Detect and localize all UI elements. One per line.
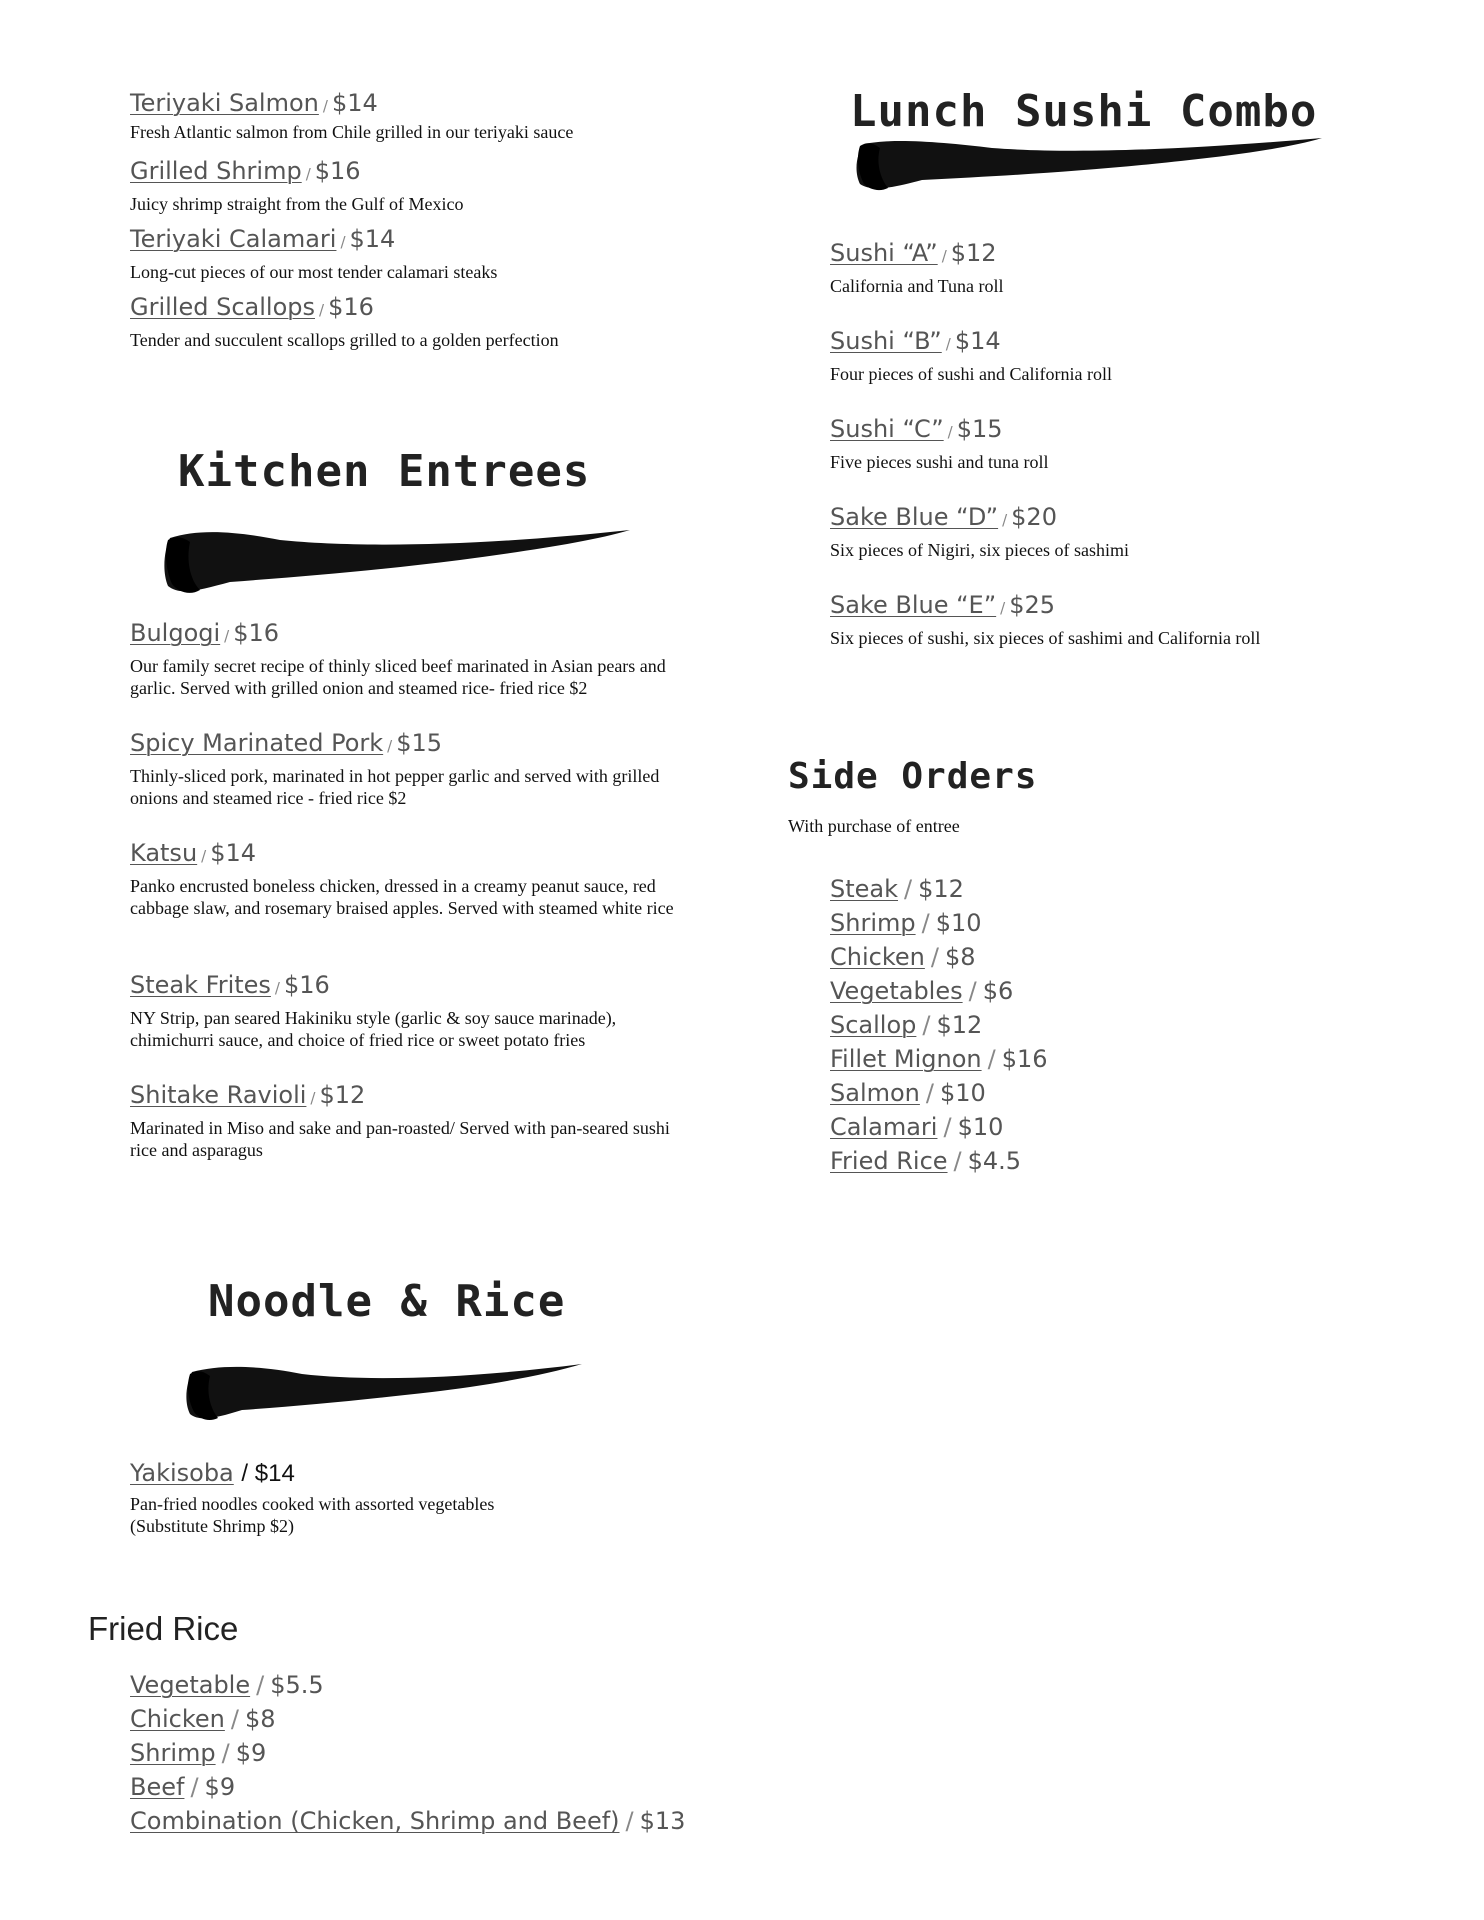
list-item bbox=[830, 1008, 1048, 1042]
menu-item-bulgogi bbox=[130, 618, 700, 699]
item-price: $12 bbox=[936, 1011, 983, 1039]
menu-item-sake-blue-e bbox=[830, 590, 1260, 649]
item-price: $20 bbox=[1011, 503, 1057, 531]
item-price: $12 bbox=[918, 875, 964, 903]
menu-item-sake-blue-d bbox=[830, 502, 1129, 561]
item-name[interactable]: Scallop bbox=[830, 1011, 917, 1039]
item-separator: / bbox=[319, 301, 325, 319]
item-price: $9 bbox=[204, 1773, 236, 1801]
menu-item-katsu bbox=[130, 838, 700, 919]
menu-item-shitake-ravioli bbox=[130, 1080, 700, 1161]
item-separator: / bbox=[943, 1113, 952, 1141]
menu-item-teriyaki-salmon bbox=[130, 88, 573, 143]
item-description: Panko encrusted boneless chicken, dressed in a creamy peanut sauce, red cabbage slaw, and rosemary braised apples. Served with steamed white rice bbox=[130, 876, 674, 918]
item-separator: / bbox=[941, 247, 947, 265]
item-separator: / bbox=[310, 1089, 316, 1107]
item-price: $16 bbox=[328, 293, 374, 321]
list-item bbox=[130, 1804, 685, 1838]
item-price: $14 bbox=[210, 839, 257, 867]
item-price: $16 bbox=[233, 619, 280, 647]
brush-stroke-decoration bbox=[160, 520, 640, 602]
item-price: $15 bbox=[396, 729, 443, 757]
item-price: $25 bbox=[1009, 591, 1056, 619]
item-price: $16 bbox=[283, 971, 330, 999]
brush-stroke-decoration bbox=[852, 132, 1332, 198]
item-separator: / bbox=[625, 1807, 634, 1835]
item-price: $14 bbox=[331, 89, 378, 117]
list-item bbox=[830, 1144, 1048, 1178]
item-name[interactable]: Bulgogi bbox=[130, 619, 221, 647]
item-name[interactable]: Shitake Ravioli bbox=[130, 1081, 307, 1109]
list-item bbox=[130, 1736, 685, 1770]
item-name[interactable]: Calamari bbox=[830, 1113, 938, 1141]
list-item bbox=[130, 1702, 685, 1736]
item-separator: / bbox=[274, 979, 280, 997]
item-name[interactable]: Steak bbox=[830, 875, 899, 903]
item-separator: / bbox=[987, 1045, 996, 1073]
menu-item-yakisoba bbox=[130, 1458, 700, 1537]
item-separator: / bbox=[190, 1773, 199, 1801]
item-name[interactable]: Shrimp bbox=[130, 1739, 216, 1767]
item-price: $5.5 bbox=[270, 1671, 324, 1699]
item-price: $16 bbox=[314, 157, 361, 185]
item-separator: / bbox=[922, 1011, 931, 1039]
item-description-line: (Substitute Shrimp $2) bbox=[130, 1516, 295, 1536]
side-orders-list bbox=[830, 872, 1048, 1178]
menu-item-sushi-c bbox=[830, 414, 1048, 473]
item-description: Fresh Atlantic salmon from Chile grilled in our teriyaki sauce bbox=[130, 122, 574, 142]
item-price: $8 bbox=[244, 1705, 276, 1733]
item-description: California and Tuna roll bbox=[830, 276, 1004, 296]
item-description: Long-cut pieces of our most tender calamari steaks bbox=[130, 262, 498, 282]
item-name[interactable]: Vegetables bbox=[830, 977, 963, 1005]
item-name[interactable]: Teriyaki Calamari bbox=[130, 225, 337, 253]
list-item bbox=[830, 974, 1048, 1008]
brush-stroke-decoration bbox=[182, 1356, 592, 1428]
item-price: / $14 bbox=[241, 1460, 295, 1487]
item-separator: / bbox=[322, 97, 328, 115]
item-separator: / bbox=[221, 1739, 230, 1767]
item-price: $10 bbox=[935, 909, 982, 937]
item-separator: / bbox=[340, 233, 346, 251]
item-description: Thinly-sliced pork, marinated in hot pepper garlic and served with grilled onions and steamed rice - fried rice $2 bbox=[130, 766, 660, 808]
item-price: $6 bbox=[982, 977, 1014, 1005]
item-name[interactable]: Steak Frites bbox=[130, 971, 271, 999]
item-separator: / bbox=[1002, 511, 1008, 529]
list-item bbox=[130, 1668, 685, 1702]
list-item bbox=[130, 1770, 685, 1804]
item-description: Marinated in Miso and sake and pan-roasted/ Served with pan-seared sushi rice and asparagus bbox=[130, 1118, 670, 1160]
section-heading-side-orders: Side Orders bbox=[788, 756, 1038, 797]
item-name[interactable]: Fried Rice bbox=[830, 1147, 948, 1175]
list-item bbox=[830, 1042, 1048, 1076]
item-separator: / bbox=[953, 1147, 962, 1175]
item-separator: / bbox=[968, 977, 977, 1005]
item-name[interactable]: Sushi “C” bbox=[830, 415, 944, 443]
section-heading-noodle-rice: Noodle & Rice bbox=[208, 1276, 566, 1327]
item-price: $14 bbox=[349, 225, 396, 253]
item-separator: / bbox=[224, 627, 230, 645]
item-name[interactable]: Katsu bbox=[130, 839, 198, 867]
section-heading-lunch-sushi-combo: Lunch Sushi Combo bbox=[850, 86, 1318, 137]
item-price: $13 bbox=[639, 1807, 686, 1835]
item-name[interactable]: Teriyaki Salmon bbox=[130, 89, 319, 117]
item-price: $8 bbox=[944, 943, 976, 971]
item-separator: / bbox=[305, 165, 311, 183]
menu-item-teriyaki-calamari bbox=[130, 224, 497, 283]
item-price: $12 bbox=[319, 1081, 366, 1109]
item-name[interactable]: Spicy Marinated Pork bbox=[130, 729, 384, 757]
item-separator: / bbox=[945, 335, 951, 353]
item-description: Four pieces of sushi and California roll bbox=[830, 364, 1112, 384]
section-heading-fried-rice: Fried Rice bbox=[88, 1610, 239, 1647]
item-description: Five pieces sushi and tuna roll bbox=[830, 452, 1049, 472]
item-price: $14 bbox=[954, 327, 1001, 355]
item-separator: / bbox=[930, 943, 939, 971]
menu-item-steak-frites bbox=[130, 970, 700, 1051]
item-description: Tender and succulent scallops grilled to a golden perfection bbox=[130, 330, 559, 350]
item-description: Six pieces of sushi, six pieces of sashimi and California roll bbox=[830, 628, 1261, 648]
item-name[interactable]: Fillet Mignon bbox=[830, 1045, 982, 1073]
menu-item-spicy-marinated-pork bbox=[130, 728, 700, 809]
item-name[interactable]: Chicken bbox=[130, 1705, 225, 1733]
item-separator: / bbox=[947, 423, 953, 441]
item-price: $16 bbox=[1001, 1045, 1048, 1073]
item-price: $10 bbox=[957, 1113, 1004, 1141]
list-item bbox=[830, 906, 1048, 940]
item-name[interactable]: Sushi “B” bbox=[830, 327, 942, 355]
section-heading-kitchen-entrees: Kitchen Entrees bbox=[178, 446, 591, 497]
item-name[interactable]: Shrimp bbox=[830, 909, 916, 937]
item-description bbox=[130, 1493, 700, 1537]
item-separator: / bbox=[921, 909, 930, 937]
item-name[interactable]: Sake Blue “D” bbox=[830, 503, 999, 531]
menu-item-sushi-b bbox=[830, 326, 1112, 385]
item-separator: / bbox=[904, 875, 913, 903]
item-name[interactable]: Vegetable bbox=[130, 1671, 251, 1699]
item-price: $10 bbox=[939, 1079, 986, 1107]
item-name[interactable]: Salmon bbox=[830, 1079, 920, 1107]
item-price: $15 bbox=[956, 415, 1003, 443]
item-name[interactable]: Beef bbox=[130, 1773, 185, 1801]
list-item bbox=[830, 1076, 1048, 1110]
item-separator: / bbox=[387, 737, 393, 755]
item-name[interactable]: Combination (Chicken, Shrimp and Beef) bbox=[130, 1807, 620, 1835]
item-separator: / bbox=[1000, 599, 1006, 617]
item-separator: / bbox=[925, 1079, 934, 1107]
menu-item-grilled-scallops bbox=[130, 292, 559, 351]
item-separator: / bbox=[256, 1671, 265, 1699]
item-price: $9 bbox=[235, 1739, 267, 1767]
menu-item-grilled-shrimp bbox=[130, 156, 463, 215]
item-description: Our family secret recipe of thinly sliced beef marinated in Asian pears and garlic. Served with grilled onion and steamed rice- fried rice $2 bbox=[130, 656, 666, 698]
list-item bbox=[830, 940, 1048, 974]
item-name[interactable]: Sushi “A” bbox=[830, 239, 938, 267]
item-name[interactable]: Chicken bbox=[830, 943, 925, 971]
item-separator: / bbox=[230, 1705, 239, 1733]
item-description-line: Pan-fried noodles cooked with assorted vegetables bbox=[130, 1494, 495, 1514]
item-separator: / bbox=[201, 847, 207, 865]
fried-rice-list bbox=[130, 1668, 685, 1838]
item-description: NY Strip, pan seared Hakiniku style (garlic & soy sauce marinade), chimichurri sauce, and choice of fried rice or sweet potato fries bbox=[130, 1008, 617, 1050]
item-description: Six pieces of Nigiri, six pieces of sashimi bbox=[830, 540, 1129, 560]
menu-item-sushi-a bbox=[830, 238, 1004, 297]
item-name[interactable]: Yakisoba bbox=[130, 1459, 234, 1487]
item-name[interactable]: Grilled Shrimp bbox=[130, 157, 302, 185]
list-item bbox=[830, 1110, 1048, 1144]
item-price: $12 bbox=[950, 239, 997, 267]
item-description: Juicy shrimp straight from the Gulf of Mexico bbox=[130, 194, 464, 214]
list-item bbox=[830, 872, 1048, 906]
item-name[interactable]: Grilled Scallops bbox=[130, 293, 315, 321]
side-orders-note: With purchase of entree bbox=[788, 816, 960, 836]
item-name[interactable]: Sake Blue “E” bbox=[830, 591, 997, 619]
item-price: $4.5 bbox=[967, 1147, 1022, 1175]
